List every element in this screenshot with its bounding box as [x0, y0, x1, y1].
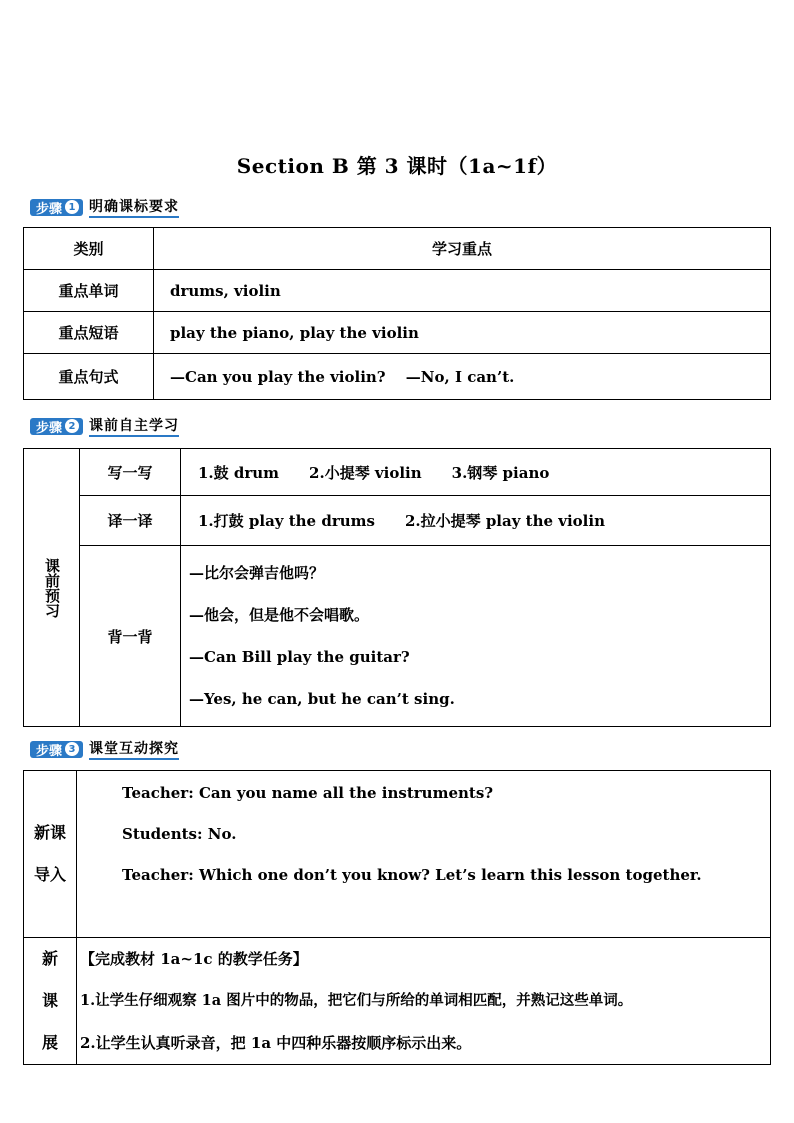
- step-number: 2: [65, 419, 79, 433]
- row-content: play the piano, play the violin: [154, 312, 771, 354]
- translate-label: 译一译: [80, 496, 181, 546]
- step-label: 课堂互动探究: [89, 738, 179, 760]
- header-category: 类别: [24, 228, 154, 270]
- preview-section-label: 课前预习: [24, 449, 80, 727]
- recite-label: 背一背: [80, 546, 181, 727]
- lesson-line: 2.让学生认真听录音，把 1a 中四种乐器按顺序标示出来。: [80, 1034, 472, 1052]
- step-number: 3: [65, 742, 79, 756]
- recite-line: —Yes, he can, but he can’t sing.: [189, 690, 455, 708]
- step-badge: [30, 741, 83, 758]
- goals-table: [23, 227, 771, 400]
- step-label: 课前自主学习: [89, 415, 179, 437]
- table-row: [24, 312, 771, 354]
- recite-line: —他会，但是他不会唱歌。: [189, 606, 370, 624]
- recite-content: [181, 546, 771, 727]
- recite-line: —Can Bill play the guitar?: [189, 648, 410, 666]
- row-category: 重点短语: [24, 312, 154, 354]
- step-3-header: [30, 739, 179, 759]
- lesson-line: 【完成教材 1a~1c 的教学任务】: [80, 950, 308, 968]
- table-row: [24, 546, 771, 727]
- table-row: [24, 354, 771, 400]
- table-row: [24, 228, 771, 270]
- preview-table: [23, 448, 771, 727]
- table-row: [24, 938, 771, 1065]
- write-label: 写一写: [80, 449, 181, 496]
- intro-content: [77, 771, 771, 938]
- row-category: 重点句式: [24, 354, 154, 400]
- intro-label-line: 导入: [33, 865, 66, 884]
- step-1-header: [30, 197, 179, 217]
- step-2-header: [30, 416, 179, 436]
- page-title: Section B 第 3 课时（1a~1f）: [236, 154, 558, 178]
- step-label: 明确课标要求: [89, 196, 179, 218]
- step-badge-text: 步骤: [36, 201, 63, 217]
- lesson-line: 1.让学生仔细观察 1a 图片中的物品，把它们与所给的单词相匹配，并熟记这些单词。: [80, 992, 633, 1009]
- write-content: 1.鼓 drum 2.小提琴 violin 3.钢琴 piano: [181, 449, 771, 496]
- newlesson-label-char: 新: [41, 949, 58, 968]
- step-badge-text: 步骤: [36, 420, 63, 436]
- step-badge-text: 步骤: [36, 743, 63, 759]
- step-number: 1: [65, 200, 79, 214]
- step-badge: [30, 199, 83, 216]
- table-row: [24, 771, 771, 938]
- newlesson-label-char: 课: [41, 991, 58, 1010]
- newlesson-label-char: 展: [41, 1033, 58, 1052]
- row-content: —Can you play the violin? —No, I can’t.: [154, 354, 771, 400]
- table-row: [24, 449, 771, 496]
- table-row: [24, 270, 771, 312]
- row-category: 重点单词: [24, 270, 154, 312]
- newlesson-content: [77, 938, 771, 1065]
- newlesson-label: [24, 938, 77, 1065]
- intro-label-line: 新课: [33, 823, 66, 842]
- dialog-line: Students: No.: [122, 825, 237, 843]
- translate-content: 1.打鼓 play the drums 2.拉小提琴 play the violin: [181, 496, 771, 546]
- header-focus: 学习重点: [154, 228, 771, 270]
- row-content: drums, violin: [154, 270, 771, 312]
- dialog-line: Teacher: Can you name all the instruments?: [122, 784, 494, 802]
- recite-line: —比尔会弹吉他吗？: [189, 564, 325, 582]
- table-row: [24, 496, 771, 546]
- step-badge: [30, 418, 83, 435]
- intro-label: [24, 771, 77, 938]
- classroom-table: [23, 770, 771, 1065]
- dialog-line: Teacher: Which one don’t you know? Let’s learn this lesson together.: [122, 866, 702, 884]
